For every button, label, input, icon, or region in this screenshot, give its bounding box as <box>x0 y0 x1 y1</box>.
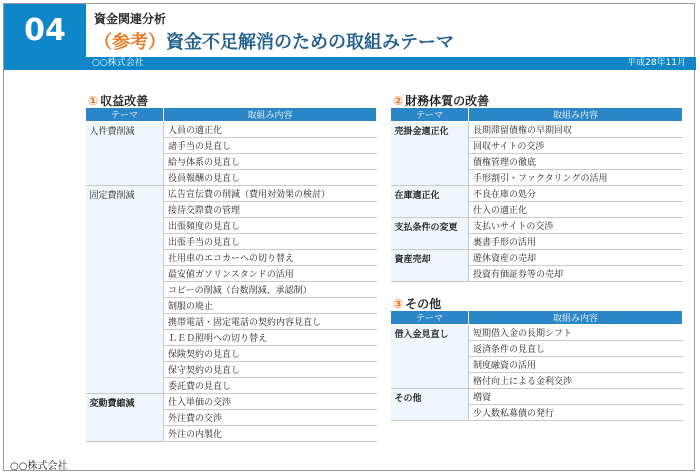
section-number-revenue: ① <box>88 94 99 108</box>
table-row <box>391 325 683 341</box>
table-row <box>86 394 377 410</box>
content-cell: 手形割引・ファクタリングの活用 <box>469 170 683 186</box>
column-header-theme: テーマ <box>86 108 164 122</box>
section-title-finance: 財務体質の改善 <box>405 94 490 108</box>
page-title <box>94 28 454 54</box>
theme-cell: 人件費削減 <box>86 122 164 186</box>
section-label: 資金関連分析 <box>94 12 167 26</box>
section-title-other: その他 <box>405 297 442 311</box>
content-cell: 支払いサイトの交渉 <box>469 218 683 234</box>
theme-cell: 在庫適正化 <box>391 186 469 218</box>
theme-cell: 変動費縮減 <box>86 394 164 442</box>
column-header-theme: テーマ <box>391 108 469 122</box>
column-header-content: 取組み内容 <box>469 108 683 122</box>
content-cell: 制度融資の活用 <box>469 357 683 373</box>
content-cell: 債権管理の徹底 <box>469 154 683 170</box>
table-row <box>391 218 683 234</box>
section-number-other: ③ <box>393 297 404 311</box>
content-cell: 給与体系の見直し <box>164 154 377 170</box>
table-row <box>391 389 683 405</box>
theme-cell: 売掛金適正化 <box>391 122 469 186</box>
table-row <box>86 122 377 138</box>
slide-frame <box>3 3 695 471</box>
header-date: 平成28年11月 <box>627 58 686 68</box>
column-header-theme: テーマ <box>391 311 469 325</box>
content-cell: 仕入の適正化 <box>469 202 683 218</box>
content-cell: 裏書手形の活用 <box>469 234 683 250</box>
content-cell: 保険契約の見直し <box>164 346 377 362</box>
content-cell: 遊休資産の売却 <box>469 250 683 266</box>
content-cell: 仕入単価の交渉 <box>164 394 377 410</box>
content-cell: 不良在庫の処分 <box>469 186 683 202</box>
header-company: ○○株式会社 <box>92 58 144 68</box>
content-cell: 制服の廃止 <box>164 298 377 314</box>
theme-cell: その他 <box>391 389 469 421</box>
content-cell: 長期滞留債権の早期回収 <box>469 122 683 138</box>
content-cell: 増資 <box>469 389 683 405</box>
section-title-revenue: 収益改善 <box>100 94 149 108</box>
content-cell: 出張頻度の見直し <box>164 218 377 234</box>
content-cell: 投資有価証券等の売却 <box>469 266 683 282</box>
content-cell: 外注費の交渉 <box>164 410 377 426</box>
content-cell: 少人数私募債の発行 <box>469 405 683 421</box>
content-cell: 役員報酬の見直し <box>164 170 377 186</box>
content-cell: 最安値ガソリンスタンドの活用 <box>164 266 377 282</box>
table-row <box>391 122 683 138</box>
content-cell: 外注の内製化 <box>164 426 377 442</box>
revenue-table <box>85 107 377 442</box>
theme-cell: 資産売却 <box>391 250 469 282</box>
theme-cell: 借入金見直し <box>391 325 469 389</box>
content-cell: 携帯電話・固定電話の契約内容見直し <box>164 314 377 330</box>
theme-cell: 支払条件の変更 <box>391 218 469 250</box>
table-row <box>86 186 377 202</box>
theme-cell: 固定費削減 <box>86 186 164 394</box>
finance-table <box>390 107 683 282</box>
title-main: 資金不足解消のための取組みテーマ <box>166 32 454 53</box>
content-cell: 回収サイトの交渉 <box>469 138 683 154</box>
content-cell: 保守契約の見直し <box>164 362 377 378</box>
content-cell: 返済条件の見直し <box>469 341 683 357</box>
content-cell: 諸手当の見直し <box>164 138 377 154</box>
content-cell: 人員の適正化 <box>164 122 377 138</box>
content-cell: 接待交際費の管理 <box>164 202 377 218</box>
other-table <box>390 310 683 421</box>
table-row <box>391 186 683 202</box>
content-cell: 短期借入金の長期シフト <box>469 325 683 341</box>
footer-company: ○○株式会社 <box>10 461 68 472</box>
section-number-finance: ② <box>393 94 404 108</box>
column-header-content: 取組み内容 <box>469 311 683 325</box>
content-cell: 委託費の見直し <box>164 378 377 394</box>
content-cell: 格付向上による金利交渉 <box>469 373 683 389</box>
content-cell: コピーの削減（台数削減、承認制） <box>164 282 377 298</box>
title-reference-tag: （参考） <box>94 32 166 53</box>
table-row <box>391 250 683 266</box>
content-cell: 社用車のエコカーへの切り替え <box>164 250 377 266</box>
content-cell: 出張手当の見直し <box>164 234 377 250</box>
content-cell: 広告宣伝費の削減（費用対効果の検討） <box>164 186 377 202</box>
content-cell: ＬＥＤ照明への切り替え <box>164 330 377 346</box>
column-header-content: 取組み内容 <box>164 108 377 122</box>
section-number: 04 <box>4 4 86 57</box>
